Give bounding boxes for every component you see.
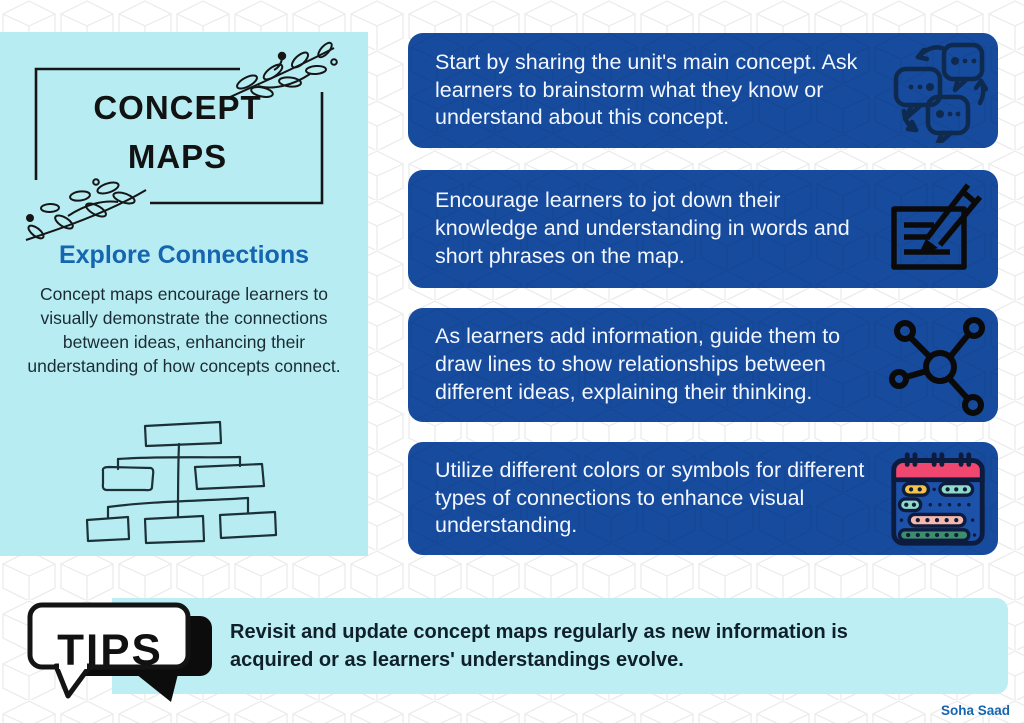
note-pencil-icon [888, 179, 988, 279]
page-title-line2: MAPS [127, 137, 228, 175]
step-3-text: As learners add information, guide them to draw lines to show relationships between different ideas, explaining their thinking. [435, 324, 841, 404]
step-2-text: Encourage learners to jot down their knowledge and understanding in words and short phrases on the map. [435, 188, 850, 268]
speech-bubbles-icon [888, 39, 988, 143]
step-card-2 [408, 170, 998, 288]
page-title-line1: CONCEPT [93, 89, 262, 126]
leaf-decoration-bottom-left [26, 179, 146, 240]
step-1-text: Start by sharing the unit's main concept. Ask learners to brainstorm what they know or understand about this concept. [435, 49, 858, 130]
step-card-4 [408, 442, 998, 555]
left-panel [0, 32, 368, 556]
tips-speech-bubble-logo [26, 600, 216, 704]
tips-bar [112, 598, 1008, 694]
concept-map-sketch [43, 417, 323, 547]
colorful-calendar-icon [888, 448, 988, 550]
step-card-1 [408, 33, 998, 148]
page-title [33, 84, 322, 182]
author-credit: Soha Saad [940, 703, 1010, 718]
network-nodes-icon [888, 313, 988, 417]
description-text: Concept maps encourage learners to visually demonstrate the connections between ideas, enhancing their understanding of how concepts connect. [27, 284, 341, 377]
tips-label: TIPS [57, 625, 163, 675]
step-4-text: Utilize different colors or symbols for different types of connections to enhance visual understanding. [435, 457, 865, 538]
subtitle: Explore Connections [58, 241, 310, 269]
step-card-3 [408, 308, 998, 422]
tips-text: Revisit and update concept maps regularly as new information is acquired or as learners' understandings evolve. [230, 620, 848, 671]
